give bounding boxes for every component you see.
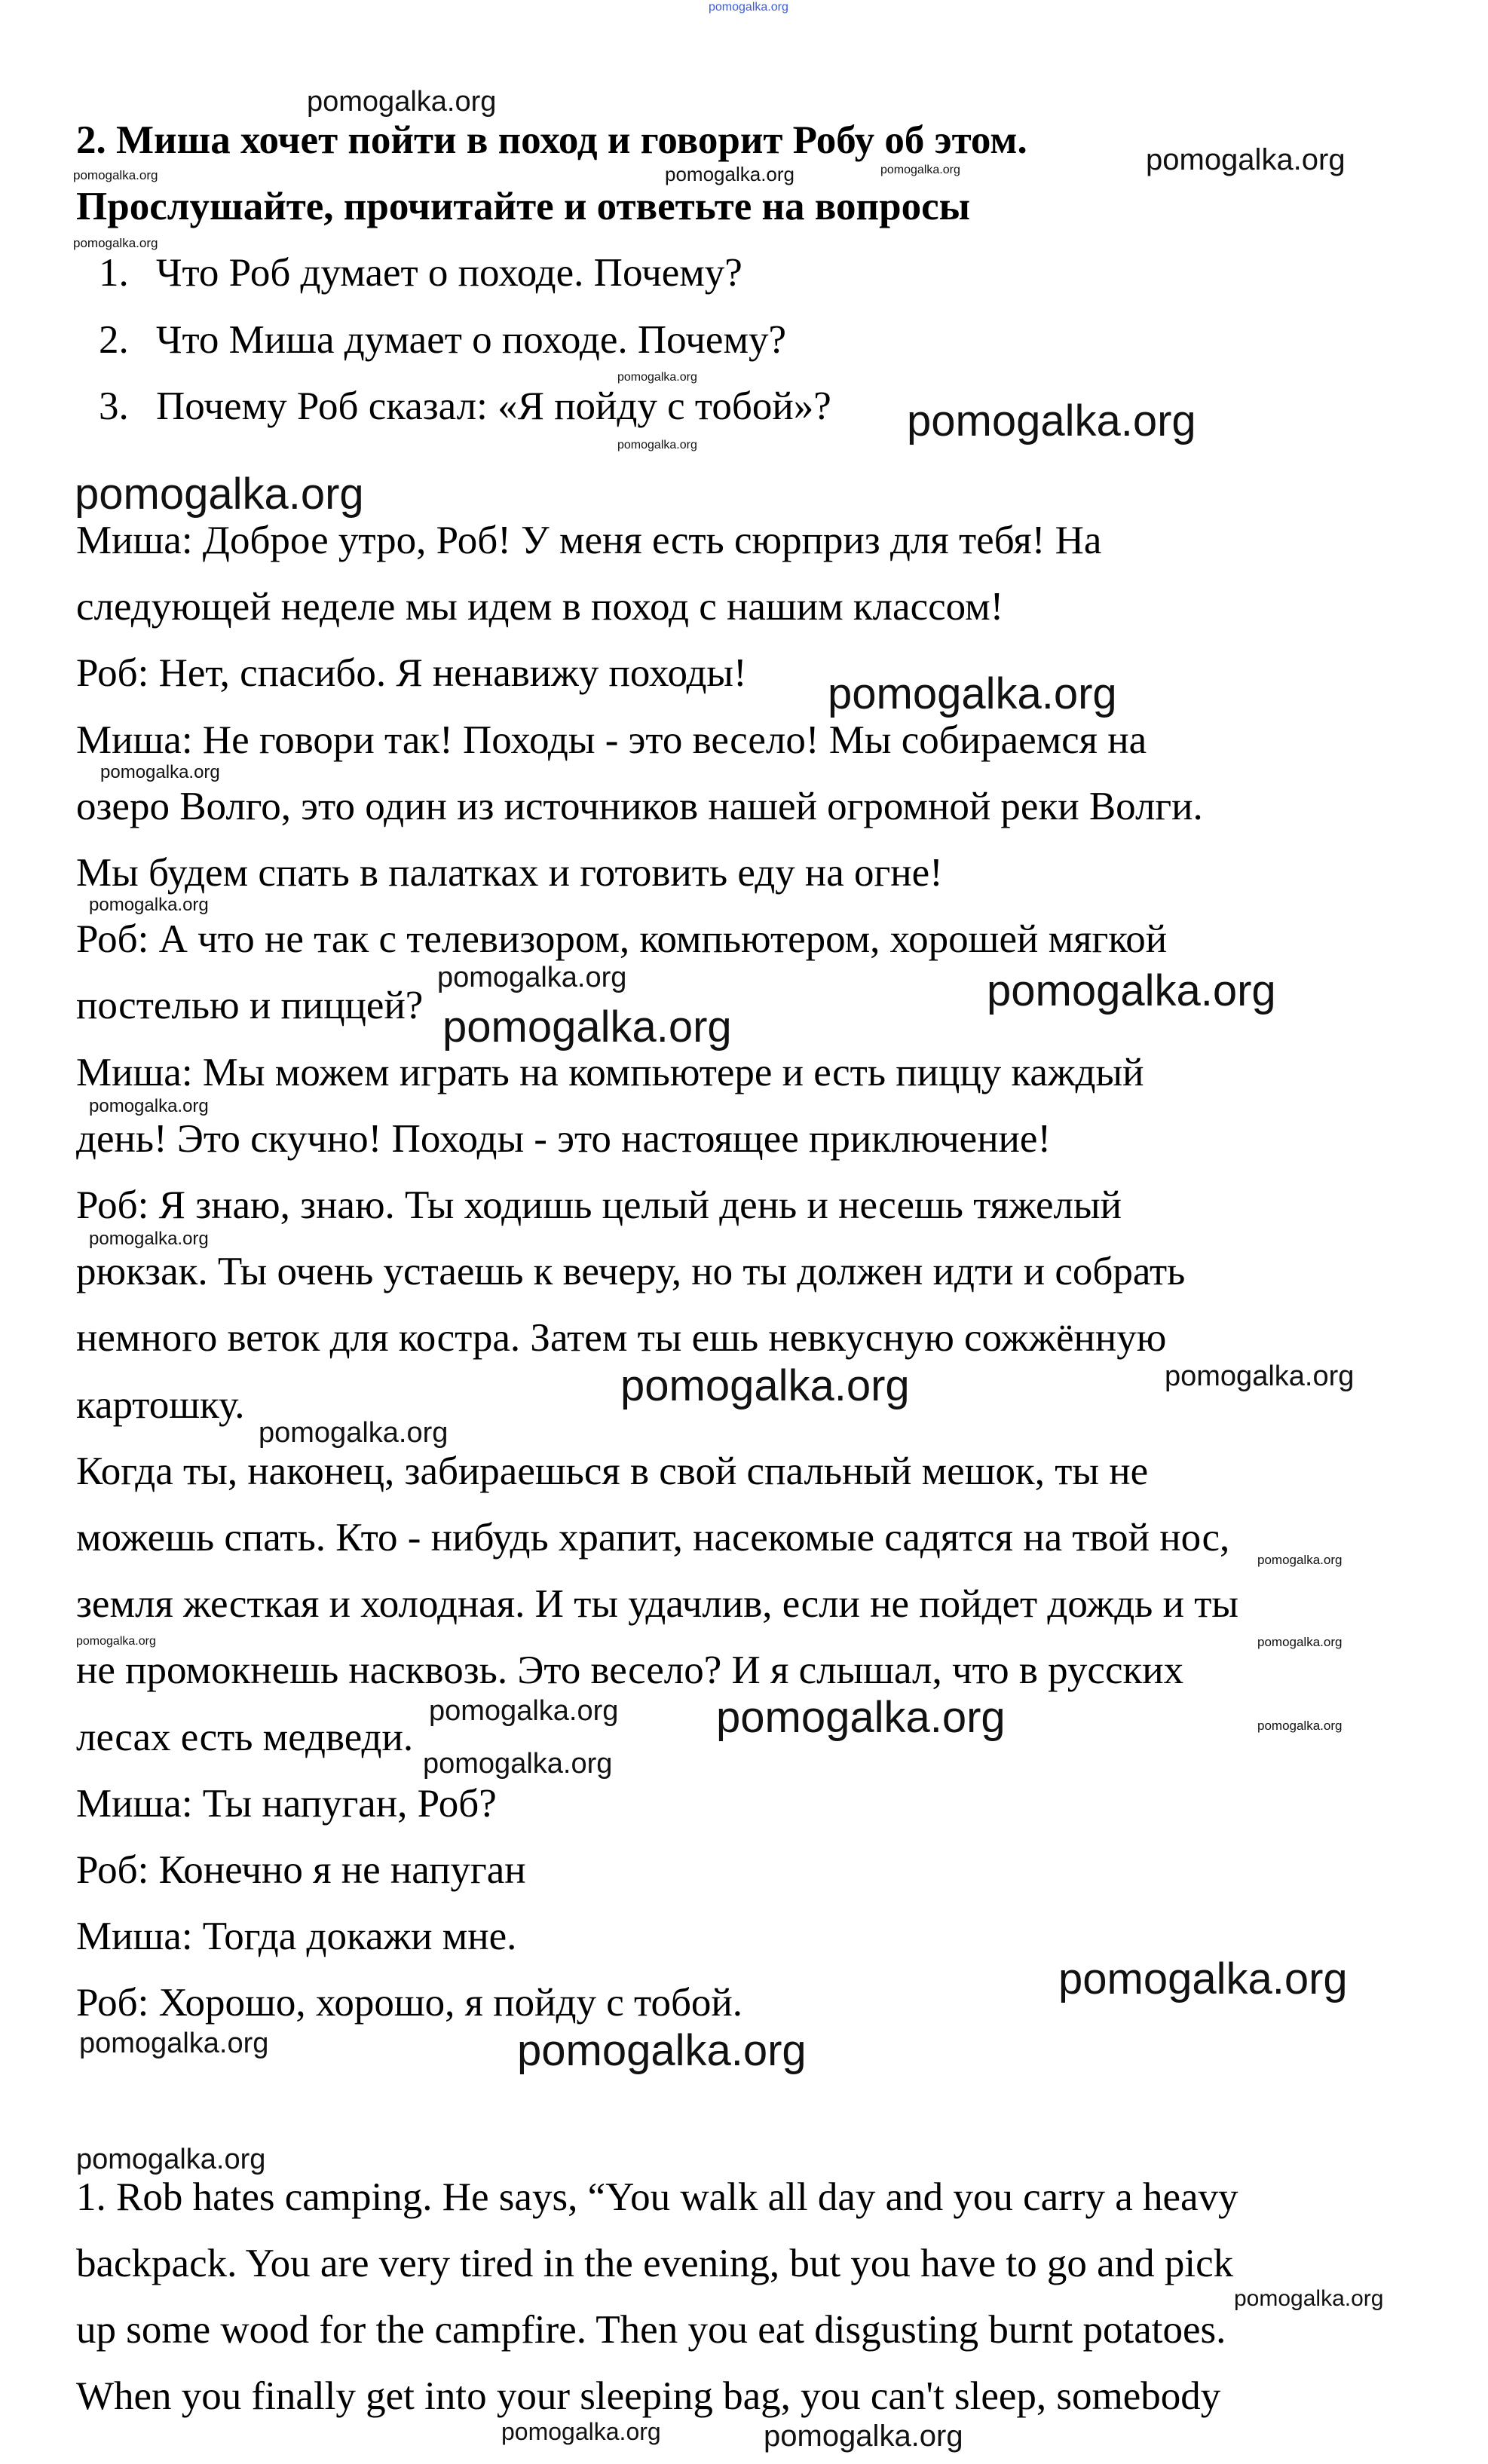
watermark-text: pomogalka.org (987, 966, 1276, 1015)
watermark-text: pomogalka.org (73, 168, 158, 182)
question-number: 2. (99, 318, 129, 362)
watermark-text: pomogalka.org (880, 164, 960, 176)
watermark-text: pomogalka.org (1234, 2286, 1384, 2311)
watermark-text: pomogalka.org (100, 762, 220, 782)
answer-line: backpack. You are very tired in the evening, but you have to go and pick (76, 2242, 1234, 2285)
watermark-text: pomogalka.org (442, 1002, 732, 1051)
dialogue-line: Миша: Мы можем играть на компьютере и есть пиццу каждый (76, 1050, 1144, 1094)
heading-line-2: Прослушайте, прочитайте и ответьте на вопросы (76, 185, 970, 228)
watermark-text: pomogalka.org (501, 2418, 661, 2445)
watermark-text: pomogalka.org (307, 86, 497, 118)
question-text: Почему Роб сказал: «Я пойду с тобой»? (156, 384, 831, 428)
watermark-text: pomogalka.org (1257, 1719, 1343, 1733)
watermark-text: pomogalka.org (79, 2028, 269, 2059)
watermark-text: pomogalka.org (1058, 1954, 1348, 2003)
watermark-text: pomogalka.org (665, 163, 795, 185)
dialogue-line: немного веток для костра. Затем ты ешь невкусную сожжённую (76, 1316, 1167, 1361)
dialogue-line: Миша: Доброе утро, Роб! У меня есть сюрприз для тебя! На (76, 519, 1102, 562)
watermark-text: pomogalka.org (709, 1, 788, 14)
watermark-text: pomogalka.org (1257, 1553, 1343, 1567)
dialogue-line: не промокнешь насквозь. Это весело? И я слышал, что в русских (76, 1648, 1184, 1693)
watermark-text: pomogalka.org (259, 1417, 449, 1449)
watermark-text: pomogalka.org (75, 470, 364, 519)
dialogue-line: лесах есть медведи. (76, 1715, 414, 1759)
dialogue-line: земля жесткая и холодная. И ты удачлив, если не пойдет дождь и ты (76, 1582, 1238, 1627)
dialogue-line: рюкзак. Ты очень устаешь к вечеру, но ты должен идти и собрать (76, 1250, 1186, 1294)
watermark-text: pomogalka.org (764, 2420, 963, 2453)
dialogue-line: следующей неделе мы идем в поход с нашим классом! (76, 585, 1004, 629)
dialogue-line: Миша: Ты напуган, Роб? (76, 1781, 497, 1826)
question-text: Что Миша думает о походе. Почему? (156, 318, 787, 362)
dialogue-line: можешь спать. Кто - нибудь храпит, насекомые садятся на твой нос, (76, 1516, 1230, 1560)
watermark-text: pomogalka.org (76, 1635, 156, 1648)
question-number: 1. (99, 251, 129, 295)
dialogue-line: Мы будем спать в палатках и готовить еду на огне! (76, 851, 943, 895)
dialogue-line: Когда ты, наконец, забираешься в свой спальный мешок, ты не (76, 1449, 1149, 1493)
dialogue-line: Миша: Не говори так! Походы - это весело! Мы собираемся на (76, 718, 1147, 762)
question-number: 3. (99, 384, 129, 428)
dialogue-line: Роб: Хорошо, хорошо, я пойду с тобой. (76, 1981, 743, 2025)
watermark-text: pomogalka.org (620, 1361, 910, 1410)
watermark-text: pomogalka.org (1257, 1635, 1343, 1649)
watermark-text: pomogalka.org (76, 2144, 266, 2175)
question-text: Что Роб думает о походе. Почему? (156, 251, 742, 295)
answer-line: 1. Rob hates camping. He says, “You walk all day and you carry a heavy (76, 2175, 1238, 2219)
answer-line: up some wood for the campfire. Then you eat disgusting burnt potatoes. (76, 2308, 1226, 2352)
watermark-text: pomogalka.org (716, 1693, 1006, 1742)
watermark-text: pomogalka.org (429, 1695, 619, 1727)
watermark-text: pomogalka.org (517, 2026, 807, 2075)
watermark-text: pomogalka.org (437, 962, 627, 993)
answer-line: When you finally get into your sleeping bag, you can't sleep, somebody (76, 2374, 1221, 2418)
watermark-text: pomogalka.org (617, 439, 697, 451)
dialogue-line: Роб: А что не так с телевизором, компьютером, хорошей мягкой (76, 917, 1168, 962)
dialogue-line: Роб: Нет, спасибо. Я ненавижу походы! (76, 651, 747, 696)
dialogue-line: постелью и пиццей? (76, 984, 424, 1028)
watermark-text: pomogalka.org (1146, 143, 1346, 176)
dialogue-line: озеро Волго, это один из источников нашей огромной реки Волги. (76, 784, 1203, 828)
watermark-text: pomogalka.org (89, 895, 209, 915)
dialogue-line: картошку. (76, 1382, 245, 1427)
watermark-text: pomogalka.org (89, 1096, 209, 1116)
dialogue-line: Роб: Я знаю, знаю. Ты ходишь целый день и несешь тяжелый (76, 1183, 1122, 1227)
watermark-text: pomogalka.org (617, 371, 697, 384)
watermark-text: pomogalka.org (423, 1748, 613, 1780)
heading-line-1: 2. Миша хочет пойти в поход и говорит Робу об этом. (76, 118, 1027, 162)
dialogue-line: Миша: Тогда докажи мне. (76, 1915, 517, 1959)
watermark-text: pomogalka.org (73, 236, 158, 250)
watermark-text: pomogalka.org (828, 669, 1117, 718)
watermark-text: pomogalka.org (1165, 1361, 1355, 1392)
watermark-text: pomogalka.org (89, 1229, 209, 1249)
dialogue-line: Роб: Конечно я не напуган (76, 1848, 526, 1892)
dialogue-line: день! Это скучно! Походы - это настоящее приключение! (76, 1116, 1052, 1161)
watermark-text: pomogalka.org (907, 396, 1196, 445)
